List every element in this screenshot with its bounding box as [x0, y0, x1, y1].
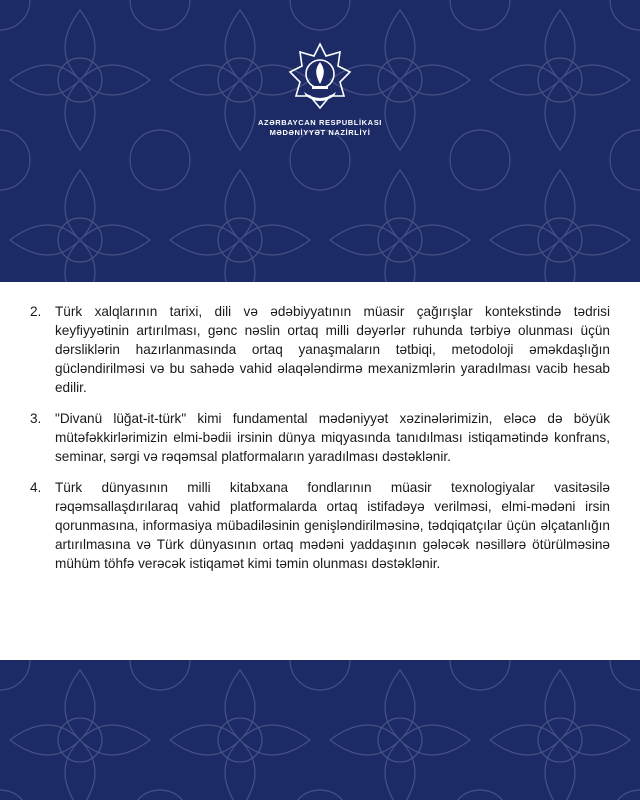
list-item	[30, 478, 610, 573]
ornament-pattern	[0, 660, 640, 800]
header-banner	[0, 0, 640, 282]
azerbaijan-emblem-icon	[288, 42, 352, 114]
content-panel	[0, 282, 640, 660]
item-number: 4.	[30, 480, 42, 495]
list-item	[30, 302, 610, 397]
footer-banner	[0, 660, 640, 800]
item-text: "Divanü lüğat-it-türk" kimi fundamental mədəniyyət xəzinələrimizin, eləcə də böyük mütəfəkkirlərimizin elmi-bədii irsinin dünya miqyasında tanıdılması istiqamətində konfrans, seminar, sərgi və rəqəmsal platformaların yaradılması dəstəklənir.	[55, 411, 610, 464]
item-text: Türk dünyasının milli kitabxana fondlarının müasir texnologiyalar vasitəsilə rəqəmsallaşdırılaraq vahid platformalarda ortaq istifadəyə verilməsi, elmi-mədəni irsin qorunmasına, informasiya mübadiləsinin genişləndirilməsinə, tədqiqatçılar üçün əlçatanlığın artırılmasına və Türk dünyasının ortaq mədəni yaddaşının gələcək nəsillərə ötürülməsinə mühüm töhfə verəcək istiqamət kimi təmin olunması dəstəklənir.	[55, 480, 610, 571]
organization-name	[220, 118, 420, 138]
item-number: 3.	[30, 411, 42, 426]
org-line-1: AZƏRBAYCAN RESPUBLİKASI	[258, 118, 382, 127]
item-text: Türk xalqlarının tarixi, dili və ədəbiyyatının müasir çağırışlar kontekstində tədrisi keyfiyyətinin artırılması, gənc nəslin ortaq milli dəyərlər ruhunda tərbiyə olunması üçün dərsliklərin hazırlanmasında ortaq yanaşmaların tətbiqi, metodoloji əməkdaşlığın gücləndirilməsi və bu sahədə vahid əlaqələndirmə mexanizmlərin yaradılması vacib hesab edilir.	[55, 304, 610, 395]
org-line-2: MƏDƏNİYYƏT NAZİRLİYİ	[269, 128, 371, 137]
item-number: 2.	[30, 304, 42, 319]
points-list	[30, 302, 610, 585]
list-item	[30, 409, 610, 466]
